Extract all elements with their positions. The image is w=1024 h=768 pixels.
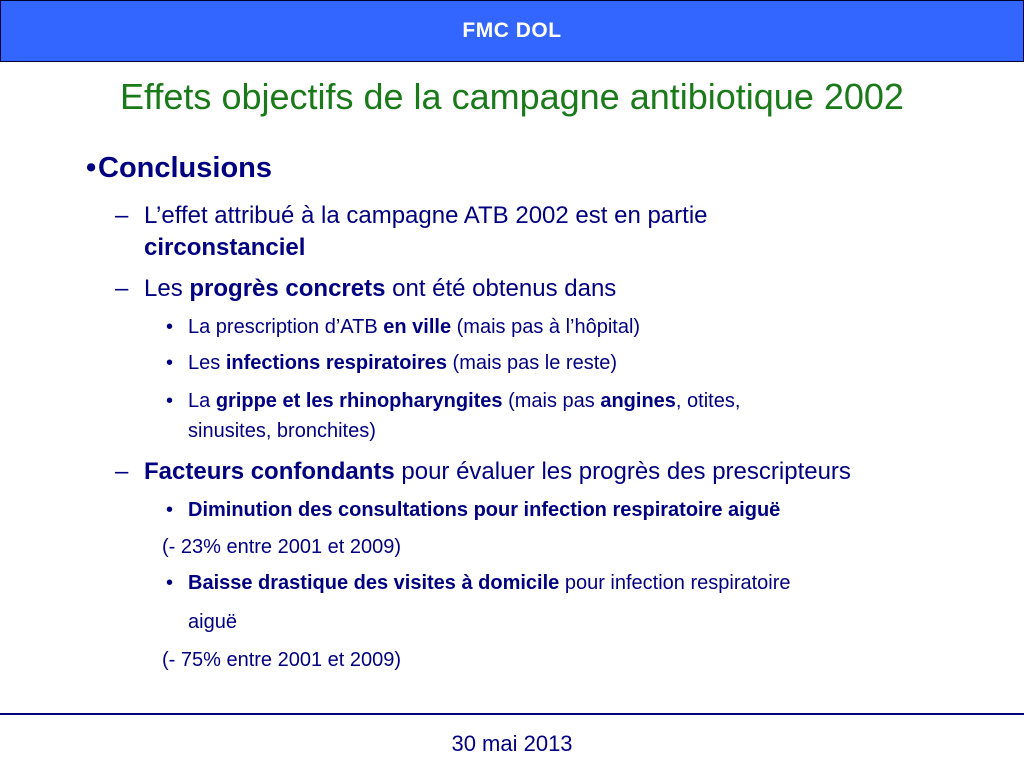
banner-title: FMC DOL	[462, 19, 562, 42]
bullet-dot: •	[166, 572, 174, 594]
sub1-pre: La prescription d’ATB	[188, 316, 384, 338]
item3-text	[144, 456, 851, 488]
bullet-dash: –	[115, 202, 129, 229]
slide-title: Effets objectifs de la campagne antibiotique 2002	[120, 76, 904, 117]
sub3-text	[188, 388, 740, 415]
sub1-post: (mais pas à l’hôpital)	[451, 316, 641, 338]
sub5-line2: aiguë	[188, 611, 237, 633]
item1-bold: circonstanciel	[144, 234, 306, 261]
sub2-text	[188, 350, 617, 377]
sub5-bold: Baisse drastique des visites à domicile	[188, 572, 560, 594]
bullet-dot: •	[166, 499, 174, 521]
bullet-dot: •	[86, 152, 97, 184]
item1-text: L’effet attribué à la campagne ATB 2002 est en partie	[144, 202, 708, 229]
sub2-pre: Les	[188, 352, 226, 374]
sub4-text: Diminution des consultations pour infection respiratoire aiguë	[188, 499, 781, 521]
bullet-dot: •	[166, 390, 174, 412]
bullet-dot: •	[166, 352, 174, 374]
sub3-pre: La	[188, 390, 216, 412]
item2-bold: progrès concrets	[189, 275, 386, 302]
bullet-dash: –	[115, 458, 129, 485]
sub2-post: (mais pas le reste)	[447, 352, 618, 374]
sub3-line2: sinusites, bronchites)	[188, 420, 376, 442]
sub3-post: , otites,	[675, 390, 741, 412]
note2-text: (- 75% entre 2001 et 2009)	[162, 649, 402, 671]
item3-bold: Facteurs confondants	[144, 458, 395, 485]
bullet-dot: •	[166, 316, 174, 338]
footer-divider	[0, 713, 1024, 715]
sub3-bold: grippe et les rhinopharyngites	[215, 390, 503, 412]
sub3-bold2: angines	[600, 390, 676, 412]
item2-text	[144, 273, 616, 305]
item2-pre: Les	[144, 275, 190, 302]
sub2-bold: infections respiratoires	[225, 352, 447, 374]
bullet-dash: –	[115, 275, 129, 302]
sub3-mid: (mais pas	[502, 390, 601, 412]
note1-text: (- 23% entre 2001 et 2009)	[162, 536, 402, 558]
sub1-text	[188, 314, 640, 341]
sub5-text	[188, 570, 791, 597]
footer-date: 30 mai 2013	[451, 731, 573, 756]
item2-post: ont été obtenus dans	[385, 275, 617, 302]
item3-post: pour évaluer les progrès des prescripteurs	[394, 458, 851, 485]
sub1-bold: en ville	[383, 316, 452, 338]
sub5-post: pour infection respiratoire	[559, 572, 791, 594]
conclusions-heading: Conclusions	[98, 152, 273, 184]
